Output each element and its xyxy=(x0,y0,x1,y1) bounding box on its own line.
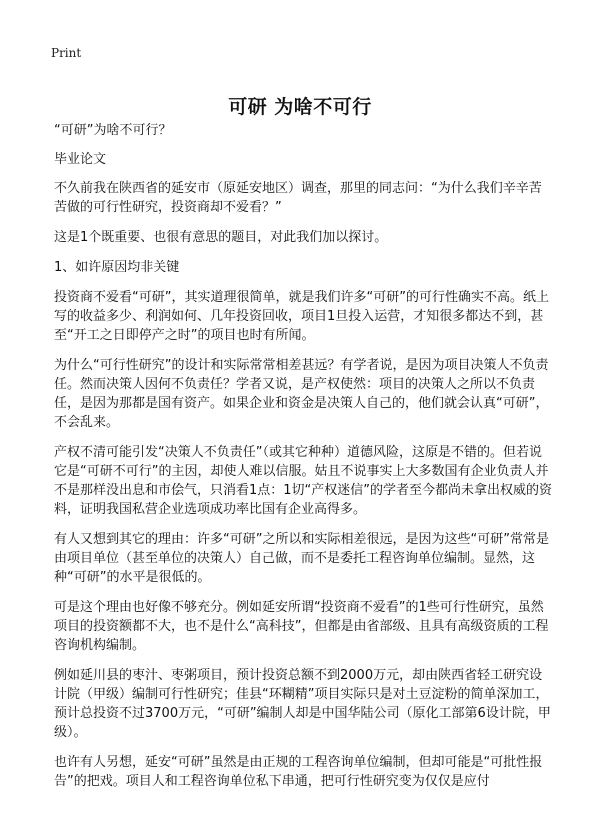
print-link[interactable]: Print xyxy=(51,46,82,60)
paragraph-body: 投资商不爱看“可研”，其实道理很简单，就是我们许多“可研”的可行性确实不高。纸上写的收益多少、利润如何、几年投资回收，项目1旦投入运营，才知很多都达不到，甚至“开工之日即停产之时”的项目也时有所闻。 xyxy=(54,290,549,343)
paragraph-topic: 这是1个既重要、也很有意思的题目，对此我们加以探讨。 xyxy=(54,230,388,245)
paragraph-body: 有人又想到其它的理由：许多“可研”之所以和实际相差很远，是因为这些“可研”常常是由项目单位（甚至单位的决策人）自己做，而不是委托工程咨询单位编制。显然，这种“可研”的水平是很低的。 xyxy=(54,532,549,585)
paragraph-body: 为什么“可行性研究”的设计和实际常常相差甚远？有学者说，是因为项目决策人不负责任。然而决策人因何不负责任？学者又说，是产权使然：项目的决策人之所以不负责任，是因为那都是国有资产。如果企业和资金是决策人自己的，他们就会认真“可研”，不会乱来。 xyxy=(54,358,549,430)
article-body xyxy=(54,121,554,791)
paragraph-intro: 不久前我在陕西省的延安市（原延安地区）调查，那里的同志问：“为什么我们辛辛苦苦做的可行性研究，投资商却不爱看？” xyxy=(54,181,542,215)
paragraph-body: 产权不清可能引发“决策人不负责任”（或其它种种）道德风险，这原是不错的。但若说它是“可研不可行”的主因，却使人难以信服。姑且不说事实上大多数国有企业负责人并不是那样没出息和市侩气，只消看1点：1切“产权迷信”的学者至今都尚未拿出权威的资料，证明我国私营企业选项成功率比国有企业高得多。 xyxy=(54,445,553,517)
paragraph-body: 也许有人另想，延安“可研”虽然是由正规的工程咨询单位编制，但却可能是“可批性报告”的把戏。项目人和工程咨询单位私下串通，把可行性研究变为仅仅是应付 xyxy=(54,755,543,789)
paragraph-subtitle: “可研”为啥不可行？ xyxy=(54,123,172,138)
section-heading: 1、如许原因均非关键 xyxy=(54,260,180,275)
page-title: 可研 为啥不可行 xyxy=(228,95,372,118)
paragraph-body: 例如延川县的枣汁、枣粥项目，预计投资总额不到2000万元，却由陕西省轻工研究设计院（甲级）编制可行性研究；佳县“环糊精”项目实际只是对土豆淀粉的简单深加工，预计总投资不过3700万元，“可研”编制人却是中国华陆公司（原化工部第6设计院，甲级）。 xyxy=(54,668,551,740)
paragraph-category: 毕业论文 xyxy=(54,152,107,167)
paragraph-body: 可是这个理由也好像不够充分。例如延安所谓“投资商不爱看”的1些可行性研究，虽然项目的投资额都不大，也不是什么“高科技”，但都是由省部级、且具有高级资质的工程咨询机构编制。 xyxy=(54,600,549,653)
